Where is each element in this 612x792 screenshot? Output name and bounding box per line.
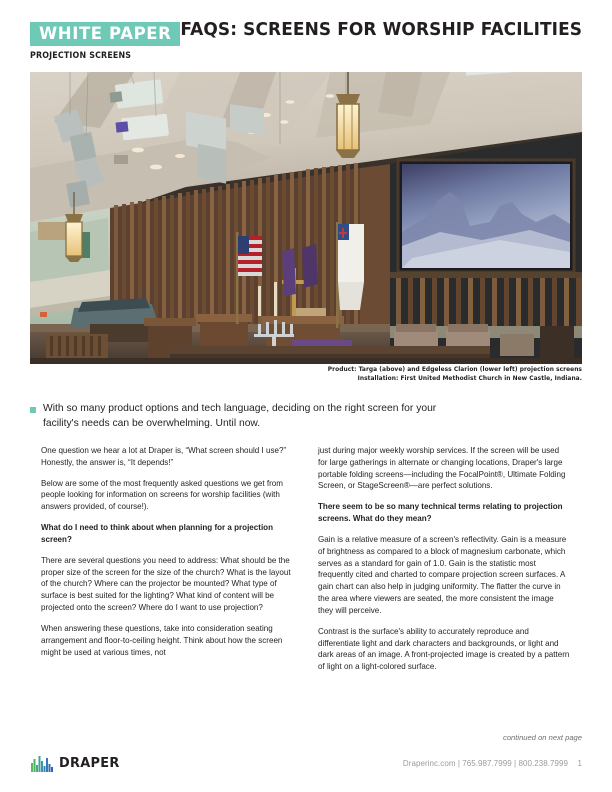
hero-photo — [30, 72, 582, 364]
paragraph: One question we hear a lot at Draper is, “What screen should I use?” Honestly, the answer is, “It depends!” — [41, 446, 287, 467]
intro-text: With so many product options and tech language, deciding on the right screen for your facility's needs can be overwhelming. Until now. — [43, 403, 437, 429]
white-paper-badge: WHITE PAPER — [30, 22, 180, 46]
photo-caption-line-2: Installation: First United Methodist Church in New Castle, Indiana. — [357, 375, 582, 382]
continued-notice: continued on next page — [503, 733, 582, 742]
right-column — [318, 445, 570, 682]
left-column — [41, 445, 293, 682]
draper-logo[interactable] — [31, 753, 123, 772]
page-title: FAQS: SCREENS FOR WORSHIP FACILITIES — [180, 20, 582, 40]
draper-bars-icon — [31, 756, 57, 772]
page-number: 1 — [577, 759, 582, 768]
paragraph: Gain is a relative measure of a screen's reflectivity. Gain is a measure of brightness as compared to a block of magnesium carbonate, which serves as a standard for gain of 1.0. Gain is the statistic most frequently cited and charted to compare projection screen surfaces. A gain chart can also help in judging uniformity. The flatter the curve in the area where viewers are seated, the more consistent the image they will perceive. — [318, 534, 567, 615]
photo-caption-line-1: Product: Targa (above) and Edgeless Clarion (lower left) projection screens — [327, 367, 582, 373]
square-bullet-icon — [30, 407, 36, 413]
page-header — [30, 22, 582, 70]
paragraph: Contrast is the surface's ability to accurately reproduce and differentiate light and dark characters and backgrounds, or light and dark areas of an image. A front-projected image is created by a pattern of light on a light-colored surface. — [318, 626, 570, 672]
paragraph: There are several questions you need to address: What should be the proper size of the screen for the size of the church? What is the layout of the church? Where can the projector be mounted? What type of surface is best suited for the lighting? What kind of content will be projected onto the screen? Where do I want to use projection? — [41, 555, 291, 613]
sanctuary-photo-illustration — [30, 72, 582, 364]
photo-caption — [30, 366, 582, 383]
paragraph: Below are some of the most frequently asked questions we get from people looking for information on screens for worship facilities (with answers provided, of course!). — [41, 478, 283, 512]
body-columns — [41, 445, 571, 682]
footer-contact: Draperinc.com | 765.987.7999 | 800.238.7999 — [402, 759, 568, 768]
product-category-label: PROJECTION SCREENS — [30, 51, 132, 62]
paragraph: just during major weekly worship services. If the screen will be used for large gatherings in alternate or changing locations, Draper's large portable folding screens—including the FocalPoint®, Ultimate Folding Screen, or StageScreen®—are perfect solutions. — [318, 446, 566, 491]
draper-wordmark: DRAPER — [59, 755, 120, 772]
brand-block — [30, 22, 180, 61]
faq-question: What do I need to think about when planning for a projection screen? — [41, 523, 274, 544]
faq-question: There seem to be so many technical terms relating to projection screens. What do they mean? — [318, 502, 563, 524]
paragraph: When answering these questions, take into consideration seating arrangement and floor-to-ceiling height. Think about how the screen might be used at various times, not — [41, 623, 283, 657]
intro-callout — [30, 402, 450, 431]
